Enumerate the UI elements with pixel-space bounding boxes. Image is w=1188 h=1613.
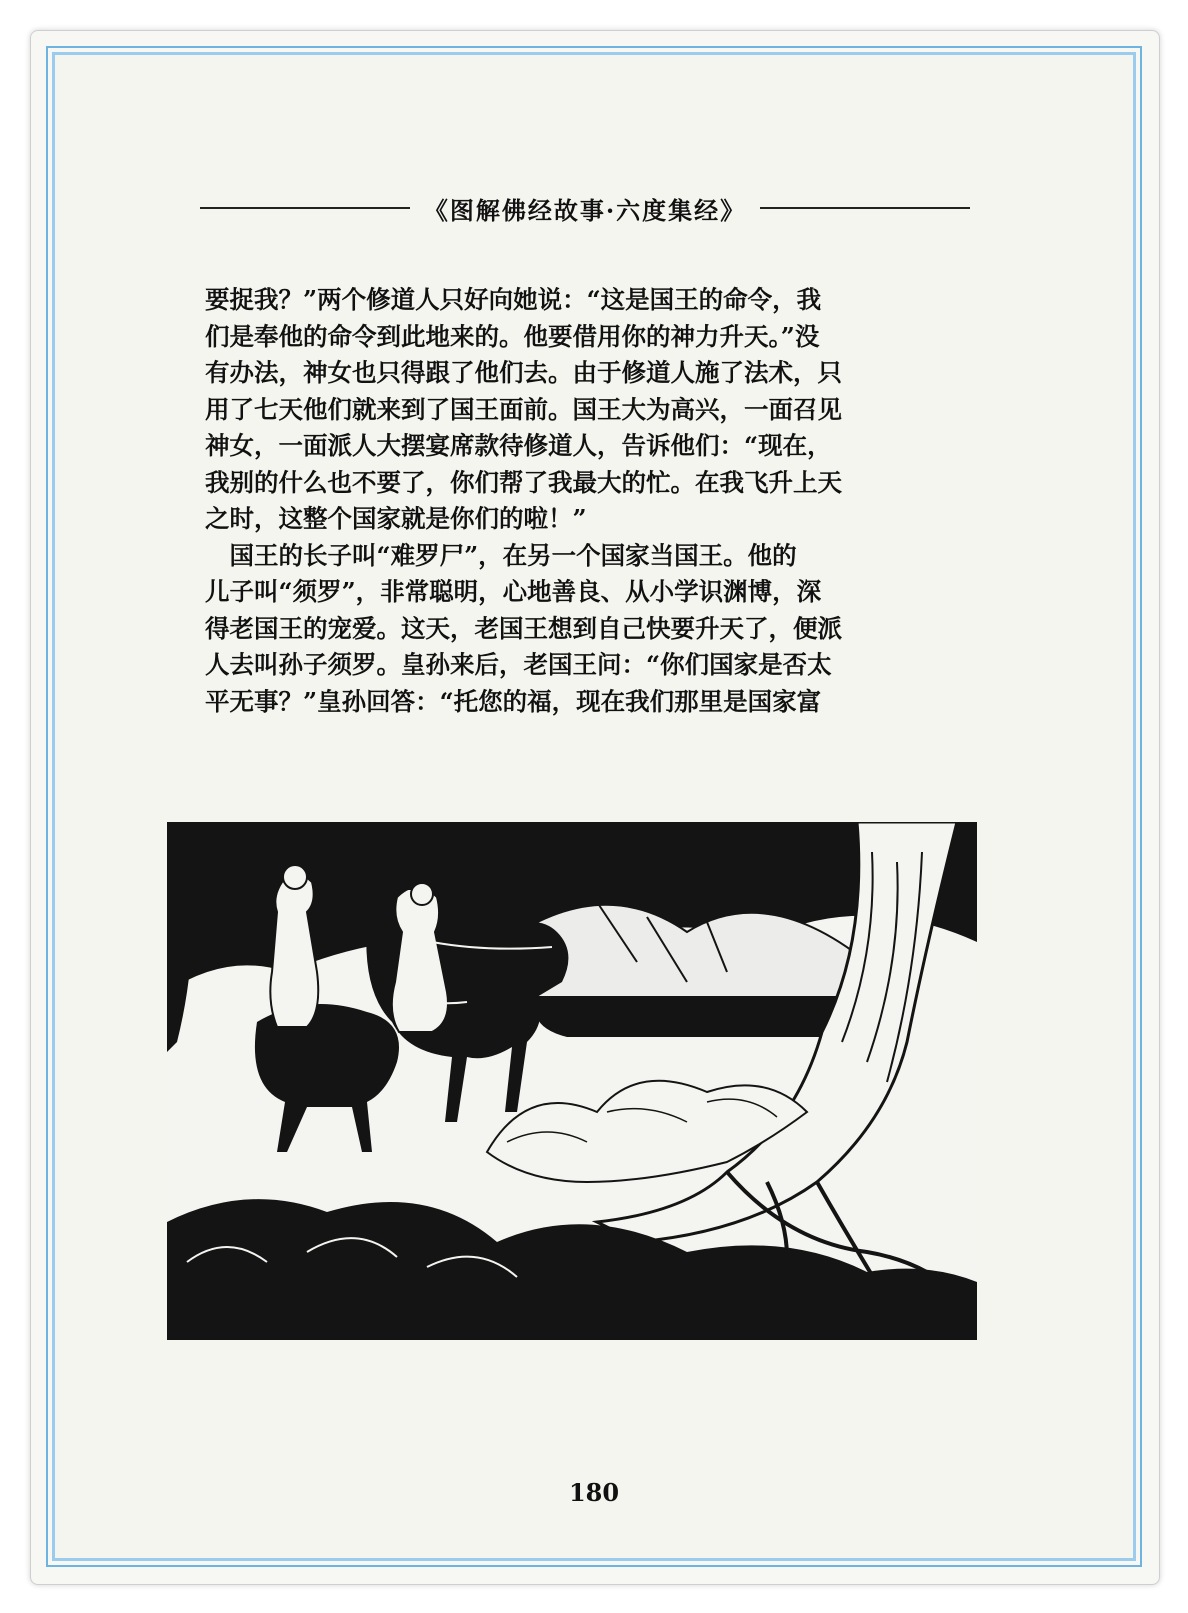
text-line: 人去叫孙子须罗。皇孙来后，老国王问：“你们国家是否太 <box>205 650 832 679</box>
text-line: 儿子叫“须罗”，非常聪明，心地善良、从小学识渊博，深 <box>205 577 822 606</box>
header-title: 《图解佛经故事·六度集经》 <box>423 195 747 225</box>
header-rule-left <box>200 207 410 209</box>
text-line: 我别的什么也不要了，你们帮了我最大的忙。在我飞升上天 <box>205 467 842 497</box>
text-line: 得老国王的宠爱。这天，老国王想到自己快要升天了，便派 <box>205 613 842 643</box>
running-header <box>200 188 970 228</box>
page-number: 180 <box>568 1478 620 1507</box>
text-line: 们是奉他的命令到此地来的。他要借用你的神力升天。”没 <box>205 321 820 351</box>
header-rule-right <box>760 207 970 209</box>
text-line: 之时，这整个国家就是你们的啦！” <box>205 504 587 533</box>
text-line: 神女，一面派人大摆宴席款待修道人，告诉他们：“现在， <box>205 431 832 460</box>
text-line: 有办法，神女也只得跟了他们去。由于修道人施了法术，只 <box>205 358 842 387</box>
text-line: 平无事？”皇孙回答：“托您的福，现在我们那里是国家富 <box>205 686 822 716</box>
horse-riders-woodcut-illustration <box>167 822 977 1340</box>
text-line: 用了七天他们就来到了国王面前。国王大为高兴，一面召见 <box>205 394 842 424</box>
text-line: 要捉我？”两个修道人只好向她说：“这是国王的命令，我 <box>205 285 822 314</box>
body-text <box>205 282 945 720</box>
text-line: 国王的长子叫“难罗尸”，在另一个国家当国王。他的 <box>205 540 797 570</box>
